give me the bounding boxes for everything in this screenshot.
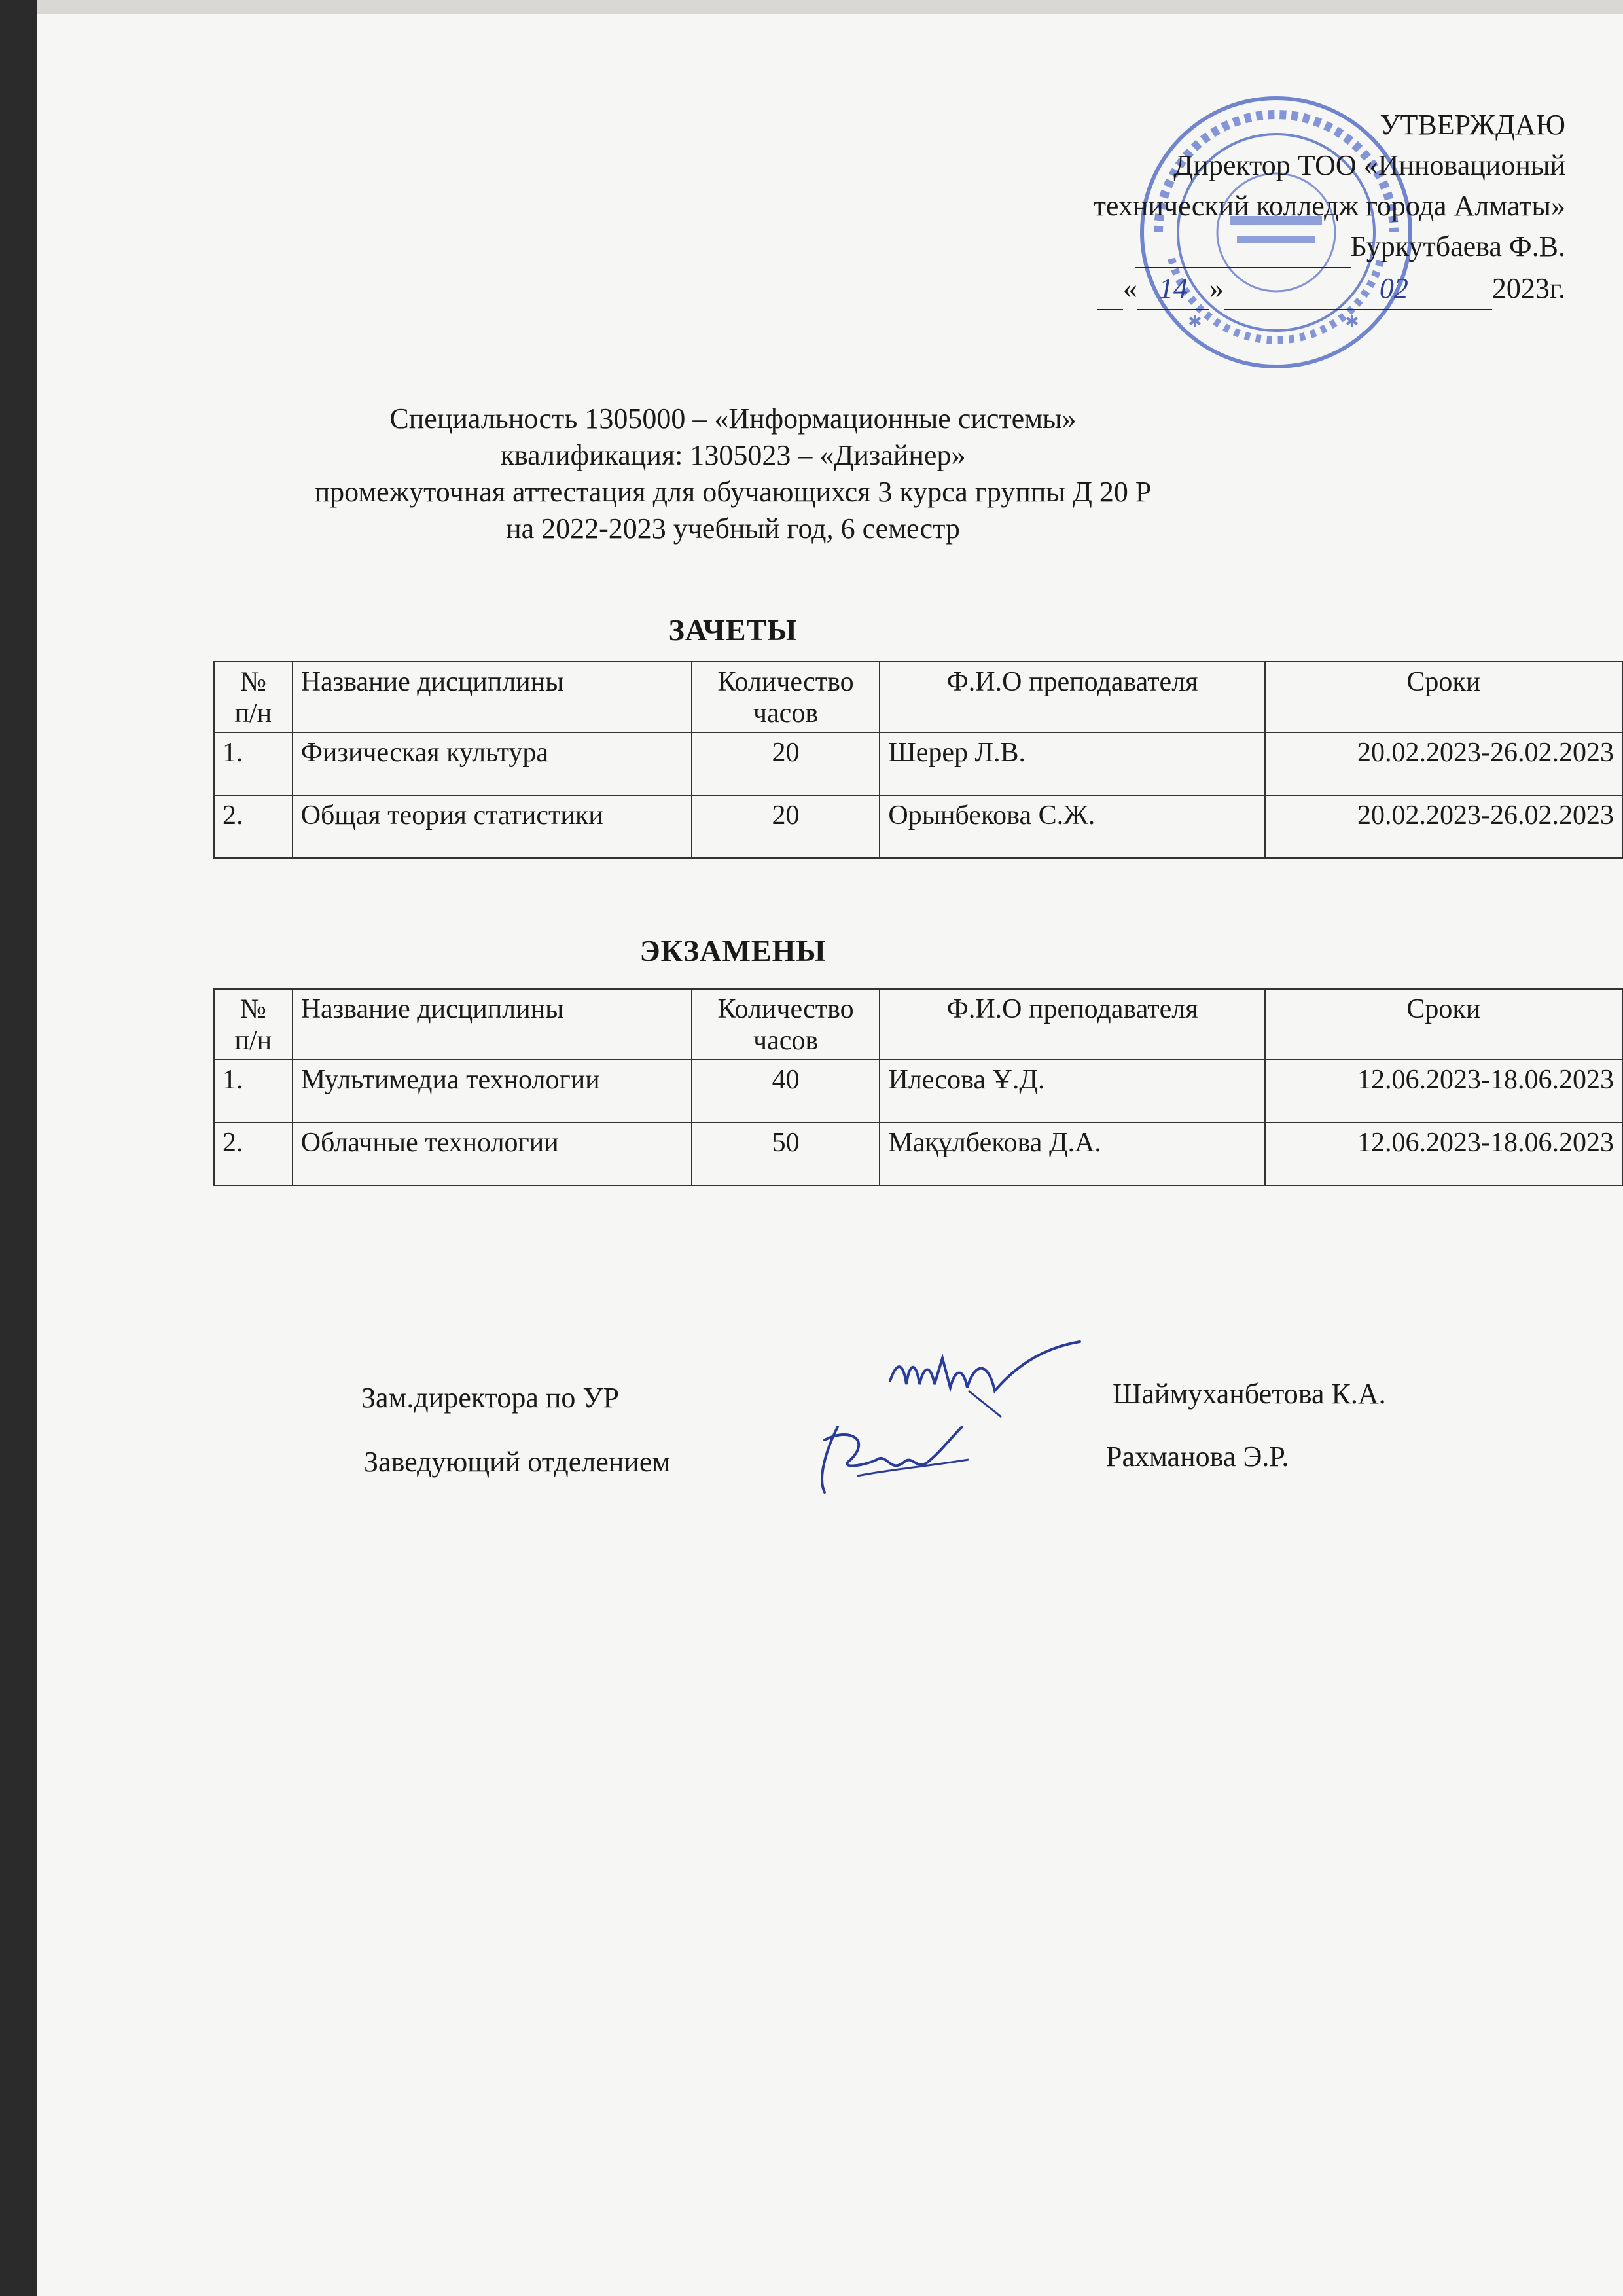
header-dates: Сроки xyxy=(1265,662,1622,732)
approval-date-day: 14 xyxy=(1137,268,1209,310)
approval-position-line1: Директор ТОО «Инновационый xyxy=(1173,149,1565,181)
table-header-row xyxy=(214,662,1622,732)
header-num: № п/н xyxy=(214,662,293,732)
heading-attestation: промежуточная аттестация для обучающихся 3 курса группы Д 20 Р xyxy=(314,476,1152,508)
row-teacher: Мақұлбекова Д.А. xyxy=(880,1122,1264,1185)
head-role: Заведующий отделением xyxy=(364,1446,671,1478)
row-dates: 12.06.2023-18.06.2023 xyxy=(1265,1122,1622,1185)
row-teacher: Орынбекова С.Ж. xyxy=(880,795,1264,858)
approval-date-month: 02 xyxy=(1355,268,1433,310)
row-hours: 40 xyxy=(692,1060,880,1122)
head-signature-icon xyxy=(798,1414,995,1499)
row-hours: 20 xyxy=(692,795,880,858)
approval-date-line: « 14 » 02 2023г. xyxy=(911,268,1565,310)
approval-name: Буркутбаева Ф.В. xyxy=(1350,230,1565,262)
heading-qualification: квалификация: 1305023 – «Дизайнер» xyxy=(500,439,966,471)
row-teacher: Илесова Ұ.Д. xyxy=(880,1060,1264,1122)
row-hours: 20 xyxy=(692,732,880,795)
deputy-signature-icon xyxy=(877,1335,1093,1427)
header-num: № п/н xyxy=(214,989,293,1060)
document-heading xyxy=(196,401,1270,547)
header-discipline: Название дисциплины xyxy=(293,989,692,1060)
approval-signature-line xyxy=(911,226,1565,268)
table-header-row xyxy=(214,989,1622,1060)
row-dates: 12.06.2023-18.06.2023 xyxy=(1265,1060,1622,1122)
header-teacher: Ф.И.О преподавателя xyxy=(880,989,1264,1060)
scan-top-border xyxy=(37,0,1623,14)
row-num: 1. xyxy=(214,1060,293,1122)
table-row xyxy=(214,1060,1622,1122)
heading-specialty: Специальность 1305000 – «Информационные системы» xyxy=(389,403,1077,435)
row-discipline: Общая теория статистики xyxy=(293,795,692,858)
row-dates: 20.02.2023-26.02.2023 xyxy=(1265,732,1622,795)
row-discipline: Физическая культура xyxy=(293,732,692,795)
header-discipline: Название дисциплины xyxy=(293,662,692,732)
row-num: 1. xyxy=(214,732,293,795)
svg-text:✱: ✱ xyxy=(1188,312,1202,332)
header-hours: Количество часов xyxy=(692,662,880,732)
table-row xyxy=(214,795,1622,858)
row-teacher: Шерер Л.В. xyxy=(880,732,1264,795)
heading-year: на 2022-2023 учебный год, 6 семестр xyxy=(506,512,960,545)
head-name: Рахманова Э.Р. xyxy=(1106,1441,1289,1473)
row-hours: 50 xyxy=(692,1122,880,1185)
table-row xyxy=(214,1122,1622,1185)
row-dates: 20.02.2023-26.02.2023 xyxy=(1265,795,1622,858)
row-num: 2. xyxy=(214,1122,293,1185)
header-teacher: Ф.И.О преподавателя xyxy=(880,662,1264,732)
credits-table xyxy=(213,661,1623,859)
svg-text:✱: ✱ xyxy=(1345,312,1359,332)
row-discipline: Облачные технологии xyxy=(293,1122,692,1185)
exams-title: ЭКЗАМЕНЫ xyxy=(639,934,827,967)
approval-date-year: 2023г. xyxy=(1491,272,1565,304)
deputy-name: Шаймуханбетова К.А. xyxy=(1113,1378,1386,1410)
exams-table xyxy=(213,988,1623,1186)
approval-block xyxy=(911,105,1565,310)
table-row xyxy=(214,732,1622,795)
scan-border xyxy=(0,0,37,2296)
credits-title: ЗАЧЕТЫ xyxy=(668,613,798,647)
approval-position-line2: технический колледж города Алматы» xyxy=(1093,190,1565,222)
deputy-role: Зам.директора по УР xyxy=(361,1382,620,1414)
row-discipline: Мультимедиа технологии xyxy=(293,1060,692,1122)
header-hours: Количество часов xyxy=(692,989,880,1060)
header-dates: Сроки xyxy=(1265,989,1622,1060)
approval-title: УТВЕРЖДАЮ xyxy=(1380,109,1565,141)
row-num: 2. xyxy=(214,795,293,858)
